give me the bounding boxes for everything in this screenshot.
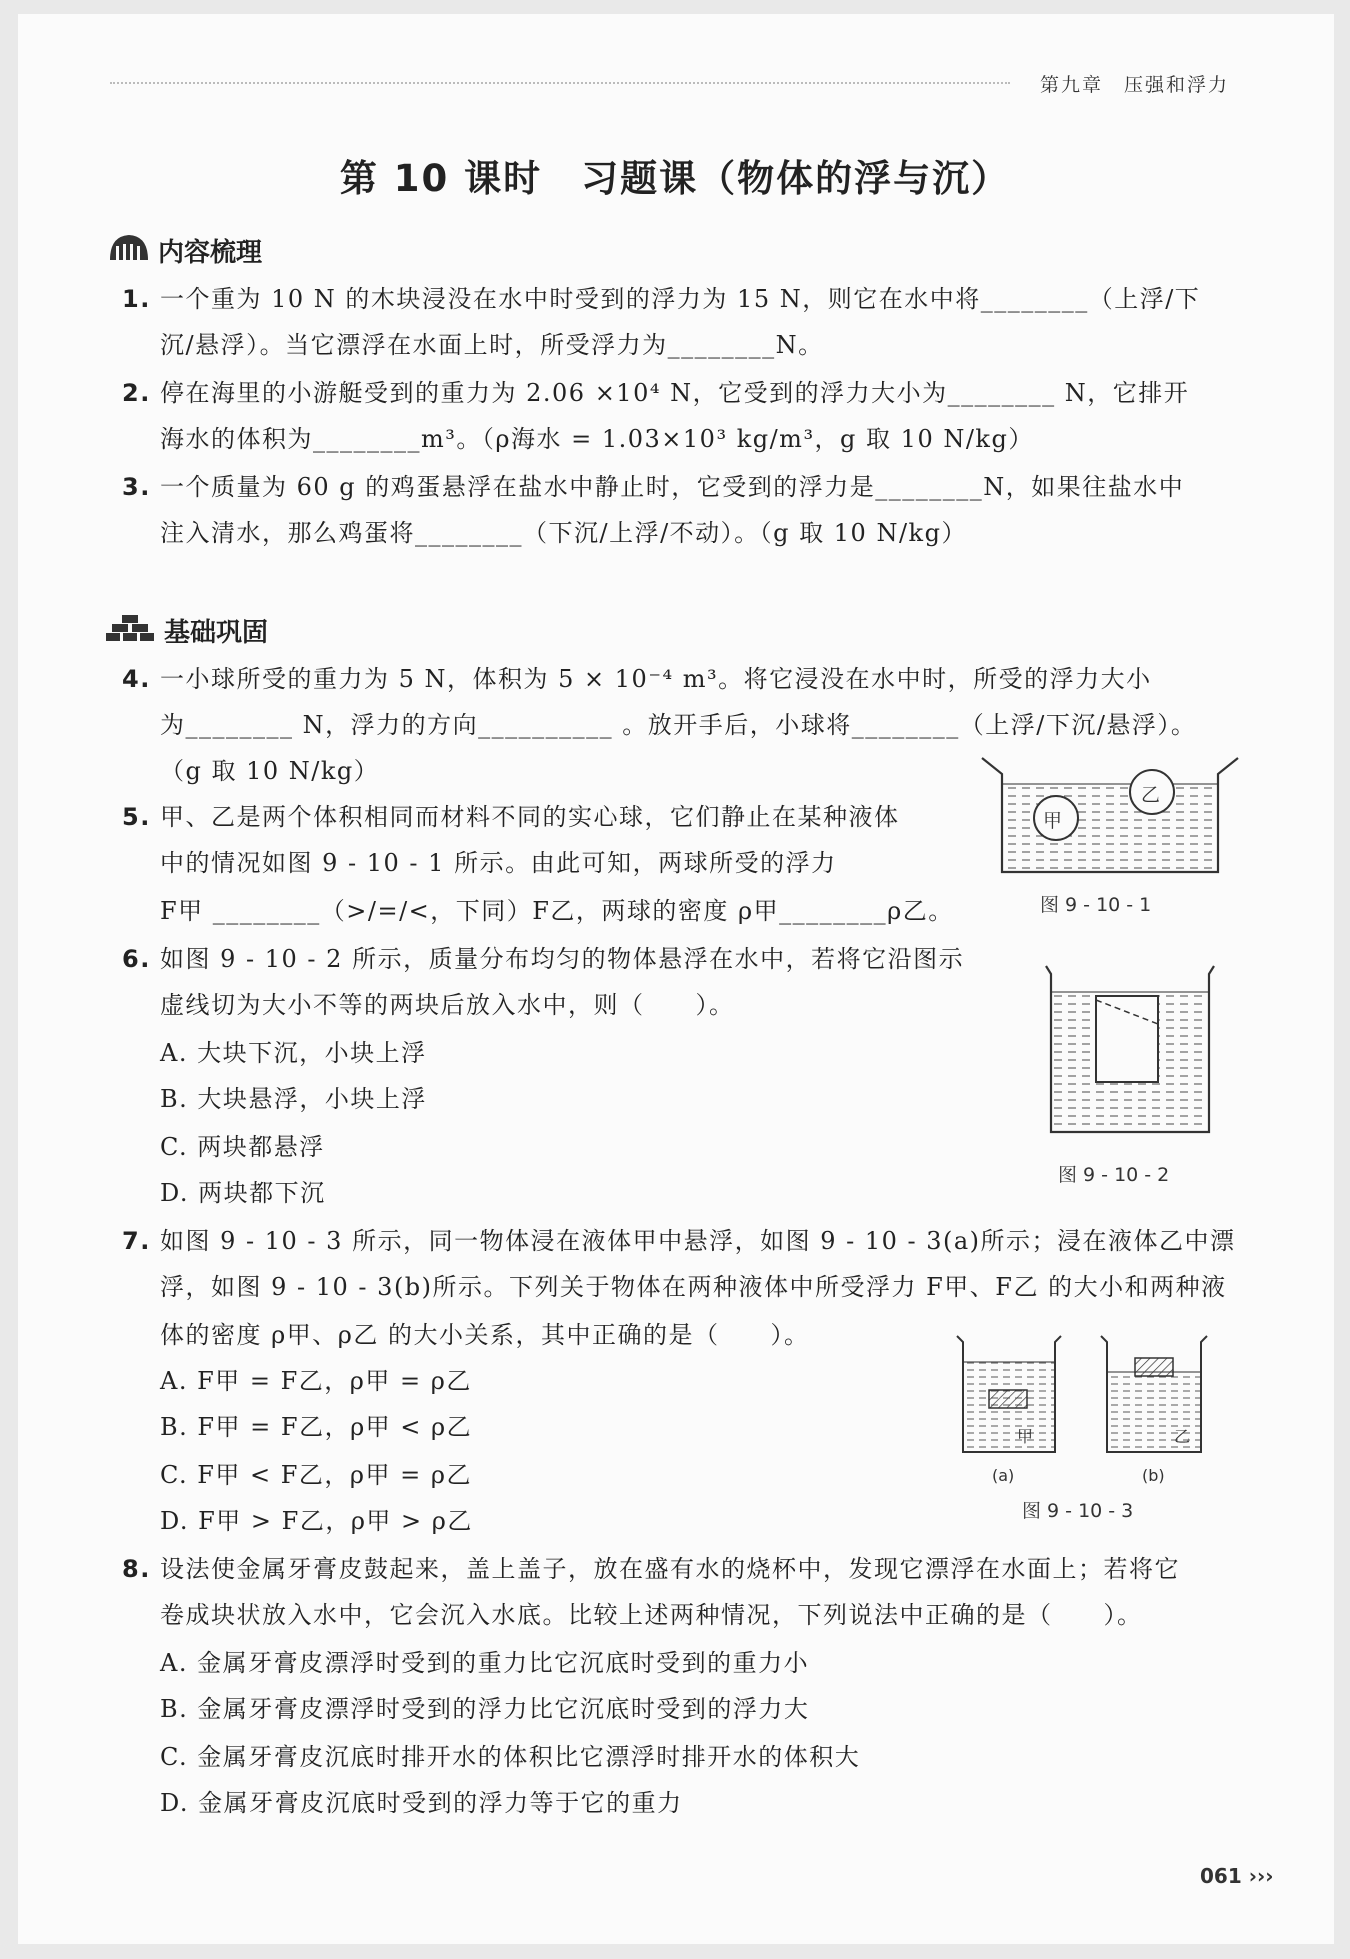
question-1-line-2: 沉/悬浮）。当它漂浮在水面上时，所受浮力为________N。 — [160, 331, 824, 359]
question-number: 5. — [122, 803, 151, 831]
basics-section-heading: 基础巩固 — [164, 618, 269, 648]
question-8-option-d: D. 金属牙膏皮沉底时受到的浮力等于它的重力 — [160, 1789, 683, 1817]
question-8-option-a: A. 金属牙膏皮漂浮时受到的重力比它沉底时受到的重力小 — [160, 1649, 810, 1677]
question-8-line-2: 卷成块状放入水中，它会沉入水底。比较上述两种情况，下列说法中正确的是（ ）。 — [160, 1601, 1143, 1629]
question-number: 6. — [122, 945, 151, 973]
question-8-option-c: C. 金属牙膏皮沉底时排开水的体积比它漂浮时排开水的体积大 — [160, 1743, 861, 1771]
figure-3-sub-label: (a) — [992, 1466, 1015, 1485]
question-6-line-1: 如图 9 - 10 - 2 所示，质量分布均匀的物体悬浮在水中，若将它沿图示 — [160, 945, 965, 973]
question-7-option-a: A. F甲 = F乙，ρ甲 = ρ乙 — [160, 1367, 472, 1395]
basics-section-icon — [106, 613, 156, 647]
question-6-option-b: B. 大块悬浮，小块上浮 — [160, 1085, 427, 1113]
question-number: 3. — [122, 473, 151, 501]
question-3-line-2: 注入清水，那么鸡蛋将________（下沉/上浮/不动）。（g 取 10 N/kg） — [160, 519, 967, 547]
question-5-line-3: F甲 ________（>/=/<，下同）F乙，两球的密度 ρ甲________ρ乙。 — [160, 897, 954, 925]
question-number: 4. — [122, 665, 151, 693]
question-4-line-2: 为________ N，浮力的方向__________ 。放开手后，小球将________（上浮/下沉/悬浮）。 — [160, 711, 1197, 739]
review-section-icon — [108, 232, 150, 266]
header-rule — [110, 82, 1010, 84]
question-8-line-1: 设法使金属牙膏皮鼓起来，盖上盖子，放在盛有水的烧杯中，发现它漂浮在水面上；若将它 — [160, 1555, 1180, 1583]
question-6-option-d: D. 两块都下沉 — [160, 1179, 326, 1207]
question-1-line-1: 一个重为 10 N 的木块浸没在水中时受到的浮力为 15 N，则它在水中将________（上浮/下 — [160, 285, 1201, 313]
question-number: 1. — [122, 285, 151, 313]
question-5-line-2: 中的情况如图 9 - 10 - 1 所示。由此可知，两球所受的浮力 — [160, 849, 837, 877]
page-number: 061 ››› — [1200, 1864, 1274, 1888]
question-6-line-2: 虚线切为大小不等的两块后放入水中，则（ ）。 — [160, 991, 735, 1019]
figure-3-liquid-label: 甲 — [1017, 1427, 1034, 1446]
review-section-heading: 内容梳理 — [158, 238, 263, 268]
question-7-option-d: D. F甲 > F乙，ρ甲 > ρ乙 — [160, 1507, 473, 1535]
figure-1-ball-label: 乙 — [1141, 784, 1161, 806]
question-5-line-1: 甲、乙是两个体积相同而材料不同的实心球，它们静止在某种液体 — [160, 803, 900, 831]
question-4-line-1: 一小球所受的重力为 5 N，体积为 5 × 10⁻⁴ m³。将它浸没在水中时，所受的浮力大小 — [160, 665, 1152, 693]
question-6-option-a: A. 大块下沉，小块上浮 — [160, 1039, 427, 1067]
question-number: 7. — [122, 1227, 151, 1255]
question-3-line-1: 一个质量为 60 g 的鸡蛋悬浮在盐水中静止时，它受到的浮力是________N，如果往盐水中 — [160, 473, 1185, 501]
question-7-option-c: C. F甲 < F乙，ρ甲 = ρ乙 — [160, 1461, 473, 1489]
question-number: 8. — [122, 1555, 151, 1583]
question-4-line-3: （g 取 10 N/kg） — [160, 757, 380, 785]
question-8-option-b: B. 金属牙膏皮漂浮时受到的浮力比它沉底时受到的浮力大 — [160, 1695, 810, 1723]
figure-1-caption: 图 9 - 10 - 1 — [1040, 894, 1152, 916]
question-number: 2. — [122, 379, 151, 407]
question-2-line-2: 海水的体积为________m³。（ρ海水 = 1.03×10³ kg/m³，g 取 10 N/kg） — [160, 425, 1034, 453]
question-7-line-1: 如图 9 - 10 - 3 所示，同一物体浸在液体甲中悬浮，如图 9 - 10 - 3(a)所示；浸在液体乙中漂 — [160, 1227, 1236, 1255]
figure-1-ball-label: 甲 — [1043, 810, 1063, 832]
question-7-option-b: B. F甲 = F乙，ρ甲 < ρ乙 — [160, 1413, 473, 1441]
page-title: 第 10 课时 习题课（物体的浮与沉） — [339, 157, 1011, 200]
chapter-header: 第九章 压强和浮力 — [1040, 74, 1230, 96]
question-7-line-3: 体的密度 ρ甲、ρ乙 的大小关系，其中正确的是（ ）。 — [160, 1321, 810, 1349]
figure-9-10-2 — [1040, 960, 1220, 1144]
question-2-line-1: 停在海里的小游艇受到的重力为 2.06 ×10⁴ N，它受到的浮力大小为________ N，它排开 — [160, 379, 1190, 407]
figure-3-caption: 图 9 - 10 - 3 — [1022, 1500, 1134, 1522]
figure-3-sub-label: (b) — [1142, 1466, 1165, 1485]
figure-2-caption: 图 9 - 10 - 2 — [1058, 1164, 1170, 1186]
question-6-option-c: C. 两块都悬浮 — [160, 1133, 325, 1161]
question-7-line-2: 浮，如图 9 - 10 - 3(b)所示。下列关于物体在两种液体中所受浮力 F甲、F乙 的大小和两种液 — [160, 1273, 1227, 1301]
figure-3-liquid-label: 乙 — [1174, 1427, 1191, 1446]
figure-9-10-1 — [980, 752, 1240, 886]
